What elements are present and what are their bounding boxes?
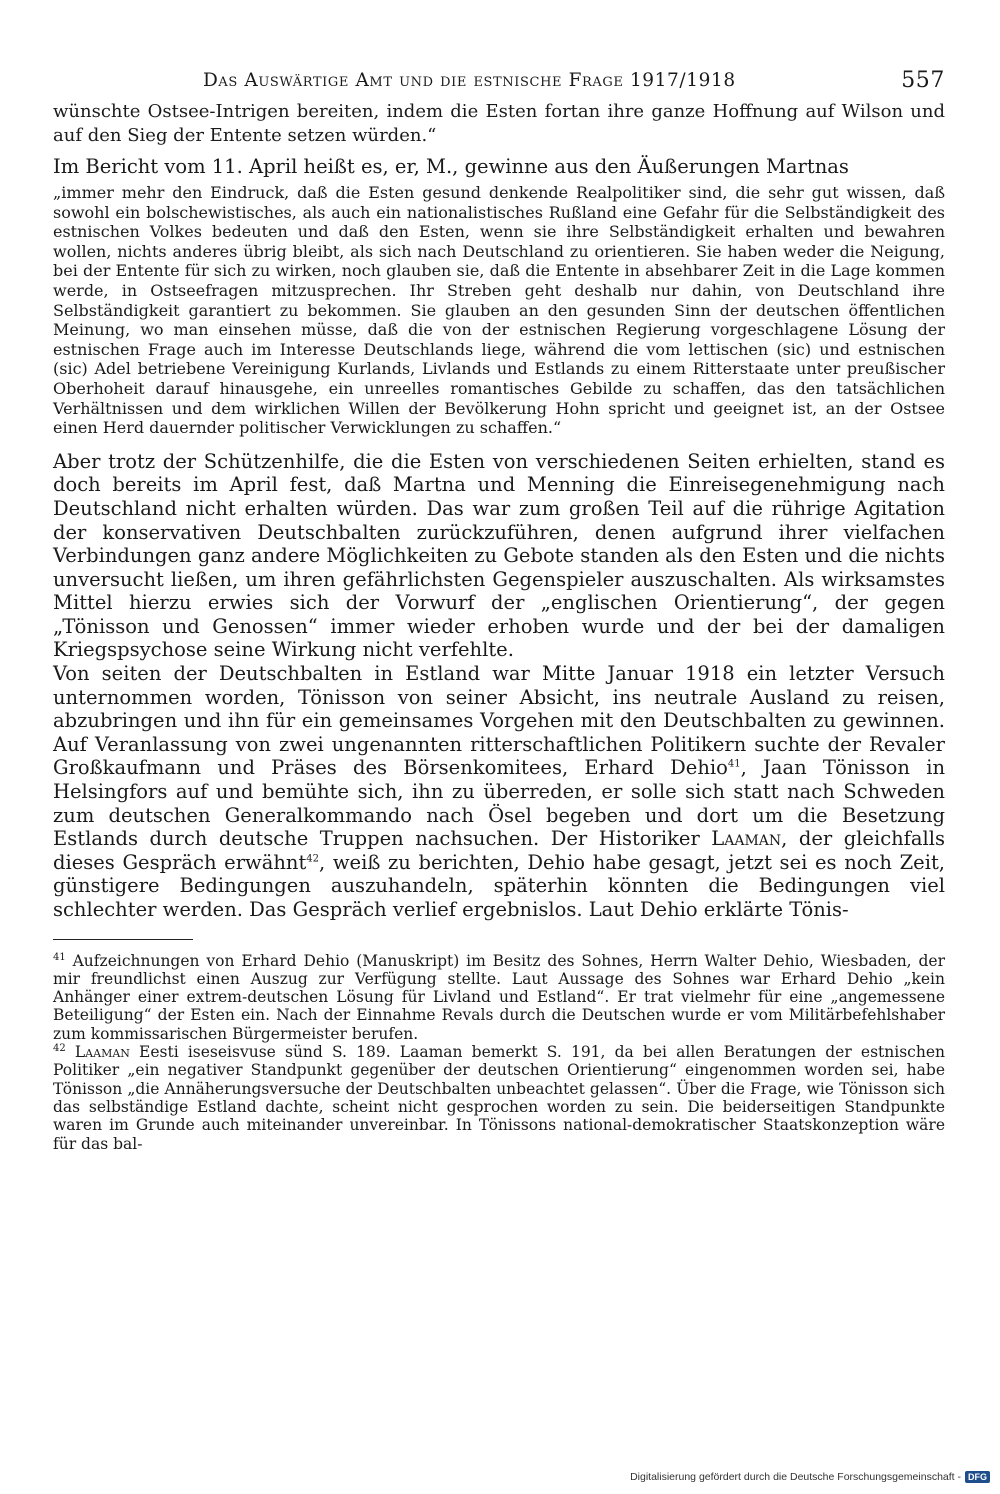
footnote-42: [53, 1043, 945, 1153]
text-run: Von seiten der Deutschbalten in Estland war Mitte Januar 1918 ein letzter Versuch unternommen worden, Tönisson von seiner Absicht, ins neutrale Ausland zu reisen, abzubringen und ihn für ein gemeinsames Vorgehen mit den Deutschbalten zu gewinnen. Auf Veranlassung von zwei ungenannten ritterschaftlichen Politikern suchte der Revaler Großkaufmann und Präses des Börsenkomitees, Erhard Dehio: [53, 662, 945, 780]
text-run: , Jaan Tönisson in Helsingfors auf und bemühte sich, ihn zu überreden, er solle sich statt nach Schweden zum deutschen Generalkommando nach Ösel begeben und dort um die Besetzung Estlands durch deutsche Truppen nachsuchen. Der Historiker: [53, 756, 946, 851]
paragraph-intro: Im Bericht vom 11. April heißt es, er, M., gewinne aus den Äußerungen Martnas: [53, 155, 849, 178]
footnote-rule: [53, 939, 193, 940]
text-run: , der gleichfalls dieses Gespräch erwähnt: [53, 827, 945, 874]
footnote-mark: 42: [53, 1042, 66, 1054]
paragraph-body-1: Aber trotz der Schützenhilfe, die die Esten von verschiedenen Seiten erhielten, stand es doch bereits im April fest, daß Martna und Menning die Einreisegenehmigung nach Deutschland nicht erhalten würden. Das war zum großen Teil auf die rührige Agitation der konservativen Deutschbalten zurückzuführen, denen aufgrund ihrer vielfachen Verbindungen ganz andere Möglichkeiten zu Gebote standen als den Esten und die nichts unversucht ließen, um ihren gefährlichsten Gegenspieler auszuschalten. Als wirksamstes Mittel hierzu erwies sich der Vorwurf der „englischen Orientierung“, der gegen „Tönisson und Genossen“ immer wieder erhoben wurde und der bei der damaligen Kriegspsychose seine Wirkung nicht verfehlte.: [53, 449, 945, 662]
block-quote: „immer mehr den Eindruck, daß die Esten gesund denkende Realpolitiker sind, die sehr gut wissen, daß sowohl ein bolschewistisches, als auch ein nationalistisches Rußland eine Gefahr für die Selbständigkeit des estnischen Volkes bedeuten und daß den Esten, wenn sie ihre Selbständigkeit erhalten und bewahren wollen, nichts anderes übrig bleibt, als sich nach Deutschland zu orientieren. Sie haben weder die Neigung, bei der Entente für sich zu wirken, noch glauben sie, daß die Entente in absehbarer Zeit in die Lage kommen werde, in Ostseefragen mitzusprechen. Ihr Streben geht deshalb nur dahin, von Deutschland ihre Selbständigkeit garantiert zu bekommen. Sie glauben an den gesunden Sinn der deutschen öffentlichen Meinung, wo man einsehen müsse, daß die von der estnischen Regierung vorgeschlagene Lösung der estnischen Frage auch im Interesse Deutschlands liege, während die vom lettischen (sic) und estnischen (sic) Adel betriebene Vereinigung Kurlands, Livlands und Estlands zu einem Ritterstaate unter preußischer Oberhoheit darauf hinausgehe, ein unreelles romantisches Gebilde zu schaffen, das den tatsächlichen Verhältnissen und dem wirklichen Willen der Bevölkerung Hohn spricht und geeignet ist, an der Ostsee einen Herd dauernder politischer Verwicklungen zu schaffen.“: [53, 183, 945, 438]
paragraph-body-2: [53, 662, 945, 922]
footnote-ref-41: 41: [727, 758, 741, 770]
footnote-author: Laaman: [74, 1043, 130, 1062]
digitization-credit: [630, 1471, 990, 1483]
running-header: [53, 66, 945, 100]
running-title: Das Auswärtige Amt und die estnische Frage 1917/1918: [203, 70, 736, 91]
author-name: Laaman: [711, 827, 782, 851]
footnote-text: Eesti iseseisvuse sünd S. 189. Laaman bemerkt S. 191, da bei allen Beratungen der estnischen Politiker „ein negativer Standpunkt gegenüber der deutschen Orientierung“ eingenommen worden sei, habe Tönisson „die Annäherungsversuche der Deutschbalten unbeachtet gelassen“. Über die Frage, wie Tönisson sich das selbständige Estland dachte, scheint nicht gesprochen worden zu sein. Die beiderseitigen Standpunkte waren im Grunde auch miteinander unvereinbar. In Tönissons national-demokratischer Staatskonzeption wäre für das bal-: [53, 1043, 945, 1153]
dfg-logo-icon: DFG: [965, 1471, 990, 1483]
book-page: [53, 66, 945, 1153]
paragraph-continuation: wünschte Ostsee-Intrigen bereiten, indem die Esten fortan ihre ganze Hoffnung auf Wilson und auf den Sieg der Entente setzen würden.“: [53, 101, 945, 146]
footnote-ref-42: 42: [306, 853, 320, 865]
page-number: 557: [901, 68, 945, 93]
footnote-41: [53, 952, 945, 1043]
footnote-mark: 41: [53, 951, 66, 963]
text-run: , weiß zu berichten, Dehio habe gesagt, jetzt sei es noch Zeit, günstigere Bedingungen auszuhandeln, späterhin könnten die Bedingungen viel schlechter werden. Das Gespräch verlief ergebnislos. Laut Dehio erklärte Tönis-: [53, 850, 945, 921]
credit-text: Digitalisierung gefördert durch die Deutsche Forschungsgemeinschaft -: [630, 1471, 961, 1483]
footnote-text: Aufzeichnungen von Erhard Dehio (Manuskript) im Besitz des Sohnes, Herrn Walter Dehio, Wiesbaden, der mir freundlichst einen Auszug zur Verfügung stellte. Laut Aussage des Sohnes war Erhard Dehio „kein Anhänger einer extrem-deutschen Lösung für Livland und Estland“. Er trat vielmehr für eine „angemessene Beteiligung“ der Esten ein. Nach der Einnahme Revals durch die Deutschen wurde er vom Militärbefehlshaber zum kommissarischen Bürgermeister berufen.: [53, 951, 945, 1043]
